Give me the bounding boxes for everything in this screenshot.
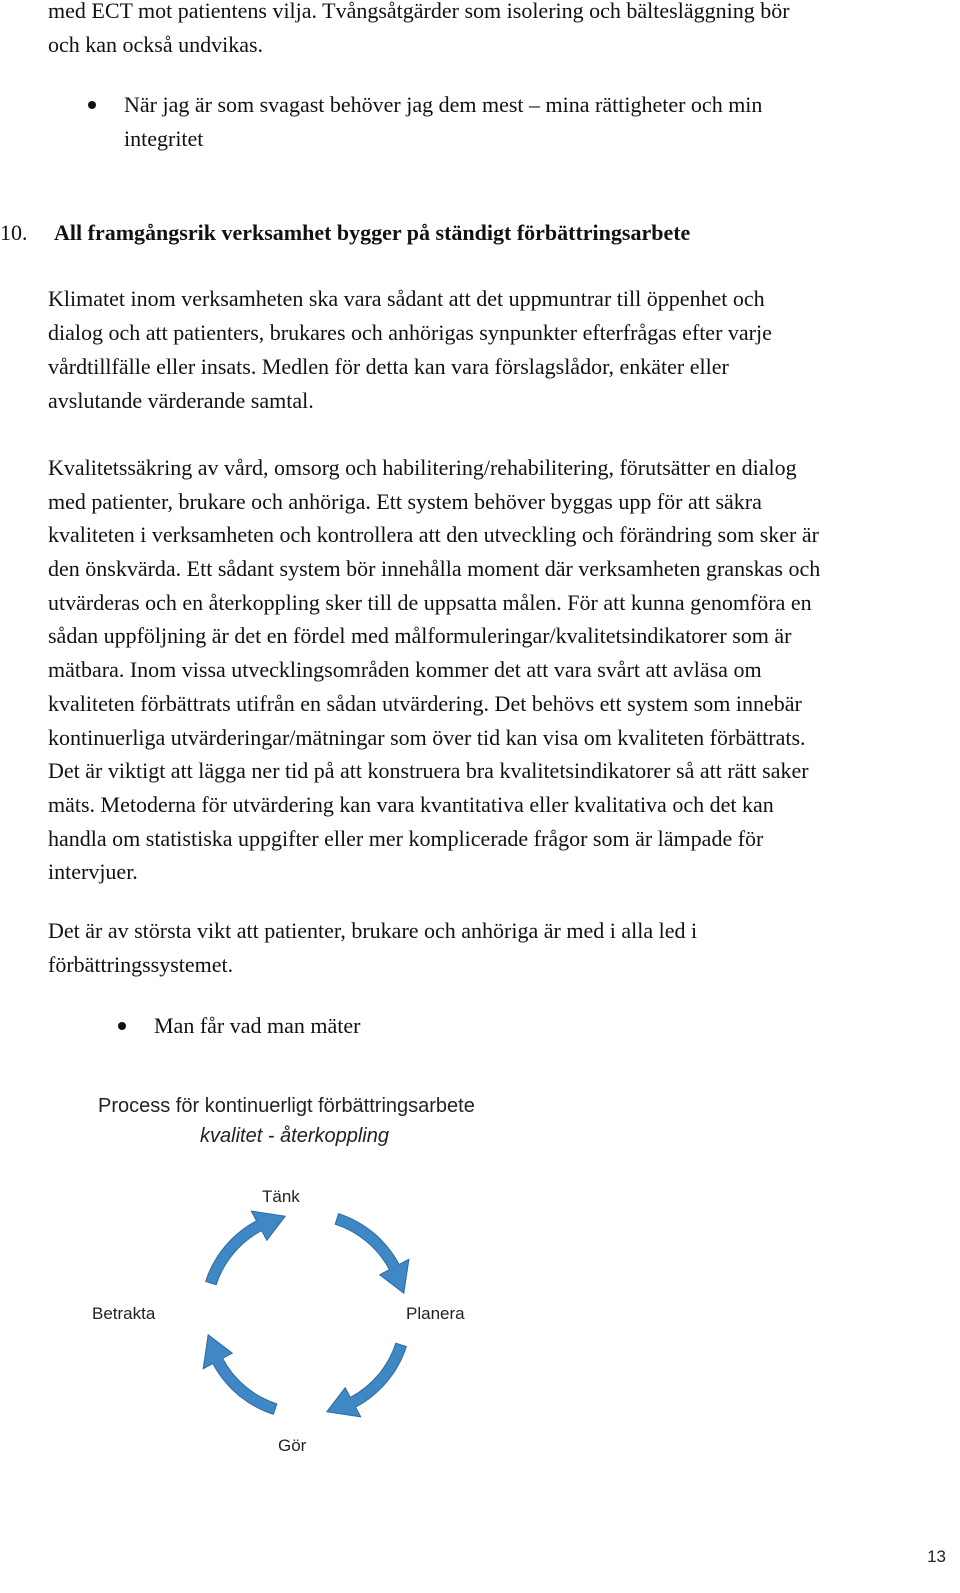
paragraph-1-line: Klimatet inom verksamheten ska vara sådant att det uppmuntrar till öppenhet och — [48, 286, 765, 311]
top-paragraph-line: och kan också undvikas. — [48, 32, 264, 57]
node-tank: Tänk — [262, 1187, 300, 1206]
paragraph-2-line: den önskvärda. Ett sådant system bör innehålla moment där verksamheten granskas och — [48, 556, 821, 581]
paragraph-2-line: sådan uppföljning är det en fördel med målformuleringar/kvalitetsindikatorer som är — [48, 623, 792, 648]
node-planera: Planera — [406, 1304, 465, 1323]
section-number: 10. — [0, 220, 28, 245]
bullet-dot — [88, 101, 96, 109]
node-gor: Gör — [278, 1436, 307, 1455]
bullet-dot — [118, 1022, 126, 1030]
bullet-rights-line: integritet — [124, 126, 204, 151]
paragraph-1-line: vårdtillfälle eller insats. Medlen för detta kan vara förslagslådor, enkäter eller — [48, 354, 729, 379]
section-heading-text: All framgångsrik verksamhet bygger på ständigt förbättringsarbete — [54, 220, 691, 245]
paragraph-2-line: intervjuer. — [48, 859, 138, 884]
paragraph-2-line: mäts. Metoderna för utvärdering kan vara kvantitativa eller kvalitativa och det kan — [48, 792, 774, 817]
paragraph-2-line: Kvalitetssäkring av vård, omsorg och habilitering/rehabilitering, förutsätter en dialog — [48, 455, 797, 480]
paragraph-3-line: förbättringssystemet. — [48, 952, 234, 977]
bullet-measure-text: Man får vad man mäter — [154, 1013, 361, 1038]
page-number: 13 — [927, 1547, 946, 1566]
paragraph-2-line: kvaliteten förbättrats utifrån en sådan utvärdering. Det behövs ett system som innebär — [48, 691, 802, 716]
paragraph-2-line: med patienter, brukare och anhöriga. Ett system behöver byggas upp för att säkra — [48, 489, 762, 514]
diagram-subtitle: kvalitet - återkoppling — [200, 1125, 389, 1147]
improvement-cycle-diagram — [90, 1092, 560, 1472]
paragraph-2-line: utvärderas och en återkoppling sker till de uppsatta målen. För att kunna genomföra en — [48, 590, 812, 615]
arrow-planera-to-gor — [327, 1343, 407, 1417]
paragraph-2-line: handla om statistiska uppgifter eller mer komplicerade frågor som är lämpade för — [48, 826, 764, 851]
cycle-arrows — [90, 1092, 560, 1472]
arrow-betrakta-to-tank — [206, 1211, 286, 1285]
arrow-tank-to-planera — [335, 1214, 409, 1294]
section-heading — [0, 216, 960, 250]
paragraph-2-line: kontinuerliga utvärderingar/mätningar som över tid kan visa om kvaliteten förbättrats. — [48, 725, 806, 750]
paragraph-3-line: Det är av största vikt att patienter, brukare och anhöriga är med i alla led i — [48, 918, 698, 943]
paragraph-2-line: kvaliteten i verksamheten och kontrollera att den utveckling och förändring som sker är — [48, 522, 819, 547]
node-betrakta: Betrakta — [92, 1304, 156, 1323]
paragraph-1-line: avslutande värderande samtal. — [48, 388, 314, 413]
paragraph-1-line: dialog och att patienters, brukares och anhörigas synpunkter efterfrågas efter varje — [48, 320, 772, 345]
paragraph-2-line: mätbara. Inom vissa utvecklingsområden kommer det att vara svårt att avläsa om — [48, 657, 762, 682]
paragraph-2-line: Det är viktigt att lägga ner tid på att konstruera bra kvalitetsindikatorer så att rätt saker — [48, 758, 809, 783]
arrow-gor-to-betrakta — [203, 1335, 277, 1415]
top-paragraph-line: med ECT mot patientens vilja. Tvångsåtgärder som isolering och bältesläggning bör — [48, 0, 790, 23]
bullet-rights-line: När jag är som svagast behöver jag dem mest – mina rättigheter och min — [124, 92, 763, 117]
diagram-title: Process för kontinuerligt förbättringsarbete — [98, 1095, 475, 1117]
